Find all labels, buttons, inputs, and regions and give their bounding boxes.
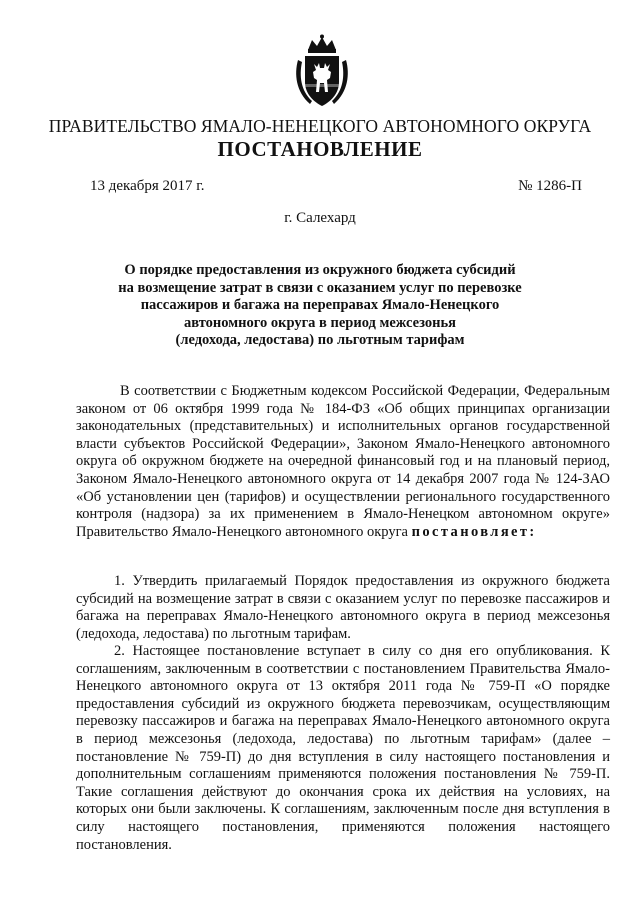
resolution-title-line: О порядке предоставления из окружного бюджета субсидий: [124, 262, 516, 278]
government-name: ПРАВИТЕЛЬСТВО ЯМАЛО-НЕНЕЦКОГО АВТОНОМНОГО ОКРУГА: [48, 116, 592, 136]
resolution-title: [80, 262, 560, 350]
coat-of-arms-emblem: [290, 34, 354, 110]
document-date: 13 декабря 2017 г.: [90, 178, 205, 194]
document-type: ПОСТАНОВЛЕНИЕ: [217, 137, 423, 161]
resolution-title-line: пассажиров и багажа на переправах Ямало-Ненецкого: [140, 297, 500, 313]
document-number: № 1286-П: [518, 178, 582, 194]
resolution-title-line: на возмещение затрат в связи с оказанием услуг по перевозке: [118, 279, 522, 296]
resolves-keyword: постановляет:: [411, 523, 537, 540]
resolution-title-line: автономного округа в период межсезонья: [184, 314, 456, 331]
item-2-paragraph: 2. Настоящее постановление вступает в силу со дня его опубликования. К соглашениям, заключенным в соответствии с постановлением Правительства Ямало-Ненецкого автономного округа от 13 октября 2011 года № 759-П «О порядке предоставления субсидий из окружного бюджета перевозчикам, осуществляющим перевозку пассажиров и багажа на переправах Ямало-Ненецкого автономного округа в период межсезонья (ледохода, ледостава) по льготным тарифам» (далее – постановление № 759-П) до дня вступления в силу настоящего постановления и дополнительным соглашениям применяются положения постановления № 759-П. Такие соглашения действуют до окончания срока их действия на условиях, на которых они были заключены. К соглашениям, заключенным после дня вступления в силу настоящего постановления, применяются положения настоящего постановления.: [76, 643, 610, 853]
preamble-text: В соответствии с Бюджетным кодексом Российской Федерации, Федеральным законом от 06 октября 1999 года № 184-ФЗ «Об общих принципах организации законодательных (представительных) и исполнительных органов государственной власти субъектов Российской Федерации», Законом Ямало-Ненецкого автономного округа об окружном бюджете на очередной финансовый год и на плановый период, Законом Ямало-Ненецкого автономного округа от 14 декабря 2007 года № 124-ЗАО «Об установлении цен (тарифов) и осуществлении регионального государственного контроля (надзора) за их применением в Ямало-Ненецком автономном округе» Правительство Ямало-Ненецкого автономного округа: [76, 383, 610, 540]
preamble-paragraph: [76, 383, 610, 541]
resolution-title-line: (ледохода, ледостава) по льготным тарифам: [175, 332, 465, 348]
issue-city: г. Салехард: [284, 210, 356, 226]
item-1-paragraph: 1. Утвердить прилагаемый Порядок предоставления из окружного бюджета субсидий на возмещение затрат в связи с оказанием услуг по перевозке пассажиров и багажа на переправах Ямало-Ненецкого автономного округа в период межсезонья (ледохода, ледостава) по льготным тарифам.: [76, 573, 610, 642]
